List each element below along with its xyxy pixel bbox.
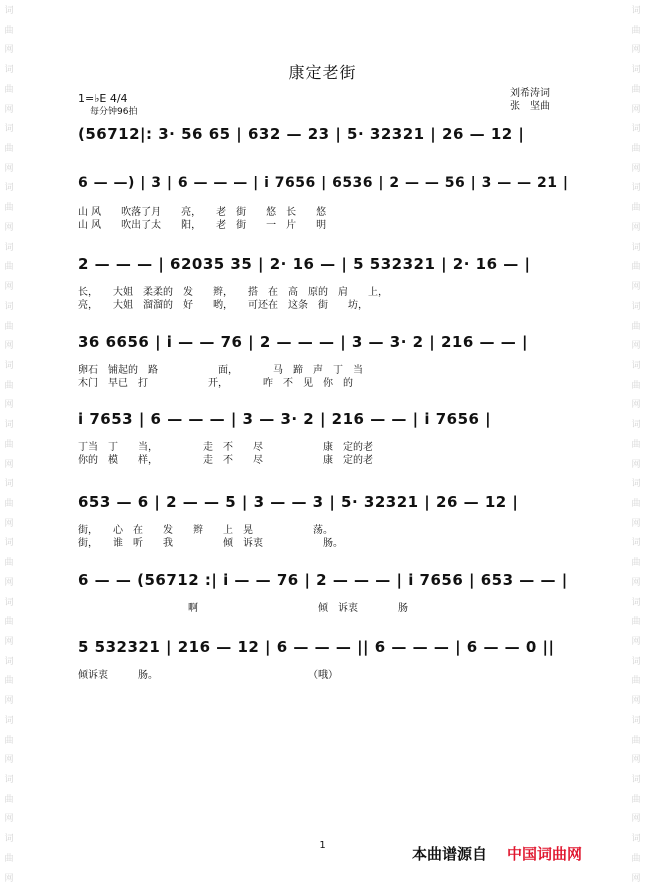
watermark-char: 词	[4, 360, 14, 371]
watermark-char: 词	[631, 715, 641, 726]
watermark-char: 曲	[631, 558, 641, 569]
notation-line: i 7653 | 6 — — — | 3 — 3· 2 | 216 — — | i 7656 |	[78, 410, 492, 428]
lyric-line: 木门 早已 打 开， 咋 不 见 你 的	[78, 378, 353, 389]
watermark-char: 词	[4, 420, 14, 431]
score-row	[78, 493, 578, 513]
watermark-char: 曲	[631, 321, 641, 332]
song-title: 康定老街	[288, 63, 357, 82]
watermark-char: 网	[631, 696, 641, 707]
score-row	[78, 638, 578, 658]
watermark-char: 网	[4, 873, 14, 884]
watermark-char: 网	[4, 45, 14, 56]
watermark-char: 网	[4, 104, 14, 115]
watermark-char: 词	[4, 479, 14, 490]
watermark-char: 网	[4, 696, 14, 707]
watermark-char: 网	[631, 637, 641, 647]
score-row	[78, 571, 578, 591]
notation-line: 6 — — (56712 :| i — — 76 | 2 — — — | i 7656 | 653 — — |	[78, 571, 568, 589]
watermark-char: 网	[4, 222, 14, 233]
watermark-char: 词	[631, 597, 641, 608]
watermark-char: 曲	[631, 853, 641, 864]
notation-line: 5 532321 | 216 — 12 | 6 — — — || 6 — — — | 6 — — 0 ||	[78, 638, 555, 656]
watermark-char: 曲	[4, 25, 14, 36]
watermark-char: 曲	[4, 380, 14, 391]
key-signature: 1=♭E 4/4	[78, 92, 128, 105]
watermark-char: 网	[4, 518, 14, 529]
lyric-line: 倾诉衷 肠。 （哦）	[78, 670, 338, 681]
watermark-char: 网	[4, 163, 14, 174]
watermark-char: 词	[4, 656, 14, 667]
watermark-char: 曲	[631, 676, 641, 687]
watermark-char: 词	[4, 834, 14, 845]
watermark-char: 曲	[4, 144, 14, 155]
lyric-line: 街， 心 在 发 辫 上 晃 荡。	[78, 525, 333, 536]
watermark-char: 曲	[631, 262, 641, 273]
watermark-char: 曲	[4, 203, 14, 214]
notation-line: (56712|: 3· 56 65 | 632 — 23 | 5· 32321 | 26 — 12 |	[78, 125, 525, 143]
notation-line: 6 — —) | 3 | 6 — — — | i 7656 | 6536 | 2 — — 56 | 3 — — 21 |	[78, 175, 569, 191]
lyric-line: 你的 模 样， 走 不 尽 康 定的老	[78, 455, 373, 466]
score-row	[78, 175, 578, 195]
source-prefix: 本曲谱源自	[412, 845, 488, 863]
lyricist-credit: 刘希涛词	[510, 88, 550, 99]
watermark-char: 曲	[4, 84, 14, 95]
watermark-char: 曲	[631, 794, 641, 805]
watermark-char: 词	[4, 242, 14, 253]
watermark-char: 曲	[631, 380, 641, 391]
watermark-char: 词	[4, 6, 14, 16]
watermark-right	[627, 0, 645, 891]
lyric-line: 长， 大姐 柔柔的 发 辫， 搭 在 高 原的 肩 上，	[78, 287, 388, 298]
source-credit	[412, 843, 582, 864]
watermark-char: 网	[4, 755, 14, 766]
watermark-char: 曲	[4, 676, 14, 687]
watermark-char: 曲	[631, 25, 641, 36]
watermark-char: 网	[4, 814, 14, 825]
watermark-char: 词	[4, 538, 14, 549]
watermark-char: 词	[631, 538, 641, 549]
watermark-char: 网	[4, 637, 14, 647]
watermark-char: 词	[631, 775, 641, 786]
watermark-char: 网	[4, 577, 14, 588]
watermark-char: 词	[4, 597, 14, 608]
watermark-char: 网	[631, 577, 641, 588]
watermark-char: 词	[631, 242, 641, 253]
lyric-line: 卵石 铺起的 路 面， 马 蹄 声 丁 当	[78, 365, 363, 376]
watermark-char: 曲	[4, 439, 14, 450]
watermark-char: 网	[631, 814, 641, 825]
watermark-char: 曲	[631, 203, 641, 214]
tempo-marking: 每分钟96拍	[90, 107, 138, 117]
watermark-char: 曲	[631, 144, 641, 155]
watermark-char: 网	[4, 400, 14, 411]
notation-line: 2 — — — | 62035 35 | 2· 16 — | 5 532321 | 2· 16 — |	[78, 255, 531, 273]
watermark-char: 曲	[631, 84, 641, 95]
notation-line: 653 — 6 | 2 — — 5 | 3 — — 3 | 5· 32321 | 26 — 12 |	[78, 493, 519, 511]
watermark-char: 网	[4, 341, 14, 352]
page-number: 1	[319, 840, 326, 851]
watermark-char: 曲	[631, 735, 641, 746]
watermark-char: 曲	[4, 853, 14, 864]
lyric-line: 丁当 丁 当， 走 不 尽 康 定的老	[78, 442, 373, 453]
watermark-left	[0, 0, 18, 891]
watermark-char: 曲	[4, 617, 14, 628]
notation-line: 36 6656 | i — — 76 | 2 — — — | 3 — 3· 2 | 216 — — |	[78, 333, 528, 351]
watermark-char: 词	[4, 775, 14, 786]
watermark-char: 网	[631, 282, 641, 293]
watermark-char: 网	[631, 873, 641, 884]
watermark-char: 词	[631, 124, 641, 135]
lyric-line: 街， 谁 听 我 倾 诉衷 肠。	[78, 538, 343, 549]
watermark-char: 曲	[631, 498, 641, 509]
watermark-char: 曲	[631, 439, 641, 450]
score-row	[78, 125, 578, 145]
watermark-char: 词	[631, 479, 641, 490]
watermark-char: 词	[4, 301, 14, 312]
watermark-char: 网	[631, 459, 641, 470]
watermark-char: 曲	[4, 262, 14, 273]
watermark-char: 词	[4, 65, 14, 76]
watermark-char: 网	[4, 459, 14, 470]
watermark-char: 网	[4, 282, 14, 293]
score-row	[78, 333, 578, 353]
score-row	[78, 410, 578, 430]
watermark-char: 曲	[4, 794, 14, 805]
watermark-char: 网	[631, 45, 641, 56]
lyric-line: 山 风 吹出了太 阳， 老 街 一 片 明	[78, 220, 327, 231]
watermark-char: 曲	[4, 498, 14, 509]
watermark-char: 词	[4, 124, 14, 135]
watermark-char: 网	[631, 341, 641, 352]
watermark-char: 词	[631, 834, 641, 845]
watermark-char: 网	[631, 104, 641, 115]
lyric-line: 山 风 吹落了月 亮， 老 街 悠 长 悠	[78, 207, 327, 218]
watermark-char: 词	[631, 65, 641, 76]
watermark-char: 网	[631, 518, 641, 529]
watermark-char: 曲	[631, 617, 641, 628]
watermark-char: 曲	[4, 735, 14, 746]
lyric-line: 啊 倾 诉衷 肠	[78, 603, 408, 614]
watermark-char: 词	[631, 301, 641, 312]
watermark-char: 词	[4, 715, 14, 726]
watermark-char: 词	[4, 183, 14, 194]
score-row	[78, 255, 578, 275]
watermark-char: 网	[631, 222, 641, 233]
watermark-char: 曲	[4, 321, 14, 332]
watermark-char: 词	[631, 420, 641, 431]
composer-credit: 张 坚曲	[510, 101, 550, 112]
watermark-char: 曲	[4, 558, 14, 569]
watermark-char: 词	[631, 183, 641, 194]
watermark-char: 网	[631, 400, 641, 411]
watermark-char: 网	[631, 163, 641, 174]
source-site-link[interactable]: 中国词曲网	[507, 845, 583, 863]
watermark-char: 词	[631, 6, 641, 16]
watermark-char: 词	[631, 656, 641, 667]
lyric-line: 亮， 大姐 溜溜的 好 哟， 可还在 这条 街 坊，	[78, 300, 368, 311]
watermark-char: 网	[631, 755, 641, 766]
watermark-char: 词	[631, 360, 641, 371]
